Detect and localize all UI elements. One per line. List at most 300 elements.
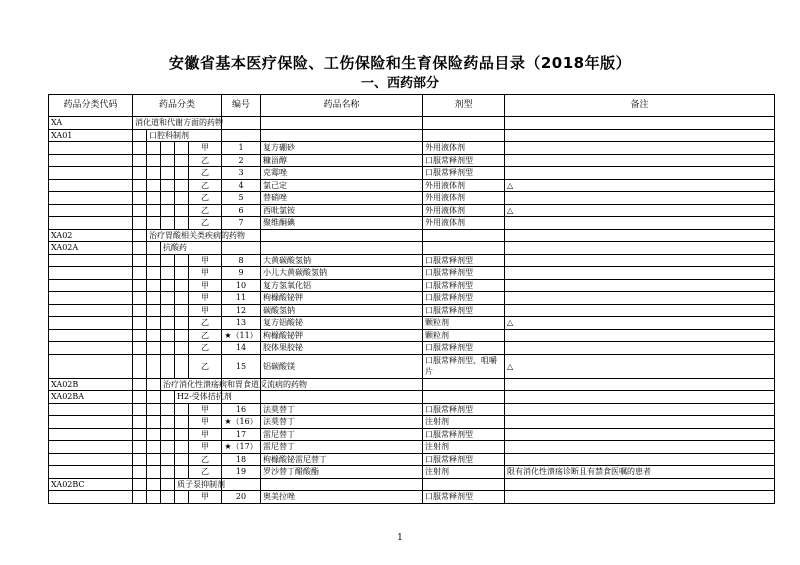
cell-indent: [133, 167, 147, 180]
cell-drug-name: [261, 117, 423, 130]
cell-indent: [147, 292, 161, 305]
cell-grade: 乙: [189, 317, 222, 330]
table-row: [49, 391, 775, 404]
table-row: [49, 354, 775, 378]
cell-remarks: [505, 403, 775, 416]
cell-drug-name: 罗沙替丁醋酸酯: [261, 466, 423, 479]
cell-indent: [175, 154, 189, 167]
cell-drug-name: 复方硼砂: [261, 142, 423, 155]
cell-drug-name: 枸橼酸铋雷尼替丁: [261, 453, 423, 466]
cell-indent: [161, 453, 175, 466]
cell-grade: 甲: [189, 428, 222, 441]
cell-drug-name: 氯己定: [261, 179, 423, 192]
table-row: [49, 267, 775, 280]
cell-drug-name: [261, 391, 423, 404]
cell-grade: 乙: [189, 204, 222, 217]
cell-indent: [133, 317, 147, 330]
cell-drug-name: [261, 478, 423, 491]
cell-remarks: △: [505, 317, 775, 330]
table-row: [49, 167, 775, 180]
cell-category: 质子泵抑制剂: [175, 478, 222, 491]
cell-remarks: [505, 267, 775, 280]
cell-indent: [147, 453, 161, 466]
cell-drug-name: 枸橼酸铋钾: [261, 292, 423, 305]
cell-number: ★（17）: [222, 441, 261, 454]
cell-code: [49, 416, 133, 429]
cell-drug-name: 大黄碳酸氢钠: [261, 254, 423, 267]
table-row: [49, 192, 775, 205]
cell-indent: [175, 441, 189, 454]
cell-indent: [133, 129, 147, 142]
cell-drug-name: [261, 129, 423, 142]
cell-drug-name: 克霉唑: [261, 167, 423, 180]
cell-code: [49, 466, 133, 479]
cell-grade: 甲: [189, 142, 222, 155]
cell-indent: [161, 342, 175, 355]
table-row: [49, 403, 775, 416]
cell-indent: [161, 491, 175, 504]
cell-dosage-form: 口服常释剂型: [423, 428, 505, 441]
cell-indent: [175, 267, 189, 280]
cell-indent: [133, 416, 147, 429]
cell-dosage-form: 外用液体剂: [423, 192, 505, 205]
cell-remarks: [505, 453, 775, 466]
table-row: [49, 279, 775, 292]
cell-category: H2-受体拮抗剂: [175, 391, 222, 404]
cell-indent: [147, 416, 161, 429]
cell-number: 19: [222, 466, 261, 479]
cell-category: 消化道和代谢方面的药物: [133, 117, 222, 130]
cell-number: [222, 117, 261, 130]
cell-indent: [161, 292, 175, 305]
cell-dosage-form: [423, 378, 505, 391]
cell-indent: [147, 142, 161, 155]
cell-dosage-form: 口服常释剂型: [423, 254, 505, 267]
cell-indent: [133, 304, 147, 317]
cell-indent: [161, 267, 175, 280]
cell-code: [49, 304, 133, 317]
cell-indent: [147, 279, 161, 292]
cell-category: 治疗消化性溃疡病和胃食道反流病的药物: [161, 378, 222, 391]
cell-indent: [147, 179, 161, 192]
cell-indent: [175, 329, 189, 342]
cell-dosage-form: 口服常释剂型: [423, 292, 505, 305]
table-row: [49, 416, 775, 429]
cell-remarks: [505, 217, 775, 230]
table-row: [49, 304, 775, 317]
cell-drug-name: 铝碳酸镁: [261, 354, 423, 378]
cell-grade: 乙: [189, 217, 222, 230]
cell-remarks: [505, 378, 775, 391]
cell-number: 8: [222, 254, 261, 267]
cell-remarks: [505, 192, 775, 205]
cell-indent: [133, 329, 147, 342]
cell-indent: [161, 428, 175, 441]
cell-indent: [133, 179, 147, 192]
cell-number: 1: [222, 142, 261, 155]
cell-dosage-form: [423, 391, 505, 404]
cell-number: 16: [222, 403, 261, 416]
cell-indent: [161, 204, 175, 217]
table-row: [49, 117, 775, 130]
cell-drug-name: 小儿大黄碳酸氢钠: [261, 267, 423, 280]
cell-remarks: [505, 416, 775, 429]
cell-dosage-form: [423, 229, 505, 242]
cell-dosage-form: 口服常释剂型、咀嚼片: [423, 354, 505, 378]
cell-remarks: [505, 167, 775, 180]
cell-grade: 甲: [189, 267, 222, 280]
cell-remarks: [505, 154, 775, 167]
cell-indent: [161, 416, 175, 429]
table-row: [49, 292, 775, 305]
cell-drug-name: 聚维酮碘: [261, 217, 423, 230]
cell-indent: [133, 378, 147, 391]
cell-code: XA02A: [49, 242, 133, 255]
cell-indent: [175, 416, 189, 429]
cell-code: [49, 142, 133, 155]
cell-indent: [133, 242, 147, 255]
table-row: [49, 329, 775, 342]
cell-dosage-form: 颗粒剂: [423, 317, 505, 330]
cell-remarks: △: [505, 179, 775, 192]
cell-number: 18: [222, 453, 261, 466]
cell-indent: [161, 254, 175, 267]
cell-drug-name: [261, 242, 423, 255]
cell-category: 治疗胃酸相关类疾病的药物: [147, 229, 222, 242]
cell-grade: 甲: [189, 292, 222, 305]
table-row: [49, 129, 775, 142]
table-row: [49, 229, 775, 242]
cell-indent: [147, 491, 161, 504]
cell-indent: [133, 279, 147, 292]
cell-drug-name: [261, 229, 423, 242]
header-drug-name: 药品名称: [261, 95, 423, 117]
cell-indent: [133, 254, 147, 267]
cell-remarks: △: [505, 204, 775, 217]
cell-indent: [175, 279, 189, 292]
cell-number: 17: [222, 428, 261, 441]
cell-number: 2: [222, 154, 261, 167]
cell-number: 11: [222, 292, 261, 305]
cell-number: 6: [222, 204, 261, 217]
cell-dosage-form: [423, 478, 505, 491]
cell-code: [49, 441, 133, 454]
cell-remarks: [505, 242, 775, 255]
cell-code: [49, 317, 133, 330]
cell-number: 3: [222, 167, 261, 180]
cell-number: 13: [222, 317, 261, 330]
cell-remarks: [505, 342, 775, 355]
table-row: [49, 491, 775, 504]
cell-code: [49, 217, 133, 230]
cell-indent: [161, 329, 175, 342]
cell-indent: [175, 217, 189, 230]
cell-indent: [133, 192, 147, 205]
cell-indent: [175, 179, 189, 192]
cell-number: 15: [222, 354, 261, 378]
cell-indent: [161, 304, 175, 317]
cell-indent: [133, 342, 147, 355]
cell-grade: 甲: [189, 403, 222, 416]
cell-indent: [133, 391, 147, 404]
cell-grade: 甲: [189, 279, 222, 292]
document-title: 安徽省基本医疗保险、工伤保险和生育保险药品目录（2018年版）: [168, 54, 632, 72]
cell-indent: [147, 354, 161, 378]
cell-indent: [147, 304, 161, 317]
cell-grade: 甲: [189, 304, 222, 317]
cell-indent: [133, 217, 147, 230]
cell-indent: [133, 466, 147, 479]
table-row: [49, 254, 775, 267]
cell-grade: 乙: [189, 179, 222, 192]
cell-indent: [147, 192, 161, 205]
table-row: [49, 441, 775, 454]
cell-code: [49, 279, 133, 292]
cell-dosage-form: 口服常释剂型: [423, 453, 505, 466]
cell-indent: [147, 403, 161, 416]
cell-grade: 甲: [189, 441, 222, 454]
table-row: [49, 154, 775, 167]
table-row: [49, 342, 775, 355]
cell-drug-name: 碳酸氢钠: [261, 304, 423, 317]
cell-code: [49, 292, 133, 305]
cell-grade: 乙: [189, 466, 222, 479]
cell-remarks: [505, 129, 775, 142]
cell-dosage-form: 外用液体剂: [423, 179, 505, 192]
cell-indent: [161, 179, 175, 192]
cell-remarks: [505, 428, 775, 441]
cell-code: [49, 192, 133, 205]
cell-dosage-form: 口服常释剂型: [423, 304, 505, 317]
cell-grade: 乙: [189, 154, 222, 167]
cell-grade: 乙: [189, 192, 222, 205]
cell-number: ★（16）: [222, 416, 261, 429]
table-row: [49, 378, 775, 391]
cell-code: [49, 342, 133, 355]
cell-remarks: △: [505, 354, 775, 378]
table-row: [49, 317, 775, 330]
cell-number: [222, 478, 261, 491]
cell-code: [49, 167, 133, 180]
cell-grade: 甲: [189, 416, 222, 429]
cell-drug-name: 枸橼酸铋钾: [261, 329, 423, 342]
cell-indent: [161, 142, 175, 155]
cell-dosage-form: 口服常释剂型: [423, 491, 505, 504]
cell-number: 4: [222, 179, 261, 192]
cell-code: [49, 179, 133, 192]
cell-number: 7: [222, 217, 261, 230]
table-row: [49, 217, 775, 230]
table-row: [49, 466, 775, 479]
cell-code: [49, 428, 133, 441]
cell-indent: [161, 167, 175, 180]
cell-remarks: [505, 229, 775, 242]
cell-drug-name: 法莫替丁: [261, 416, 423, 429]
cell-drug-name: 胶体果胶铋: [261, 342, 423, 355]
cell-indent: [147, 391, 161, 404]
header-dosage-form: 剂型: [423, 95, 505, 117]
cell-indent: [147, 466, 161, 479]
header-number: 编号: [222, 95, 261, 117]
cell-code: [49, 403, 133, 416]
cell-indent: [175, 342, 189, 355]
table-row: [49, 428, 775, 441]
cell-drug-name: 雷尼替丁: [261, 428, 423, 441]
cell-dosage-form: 注射剂: [423, 416, 505, 429]
cell-dosage-form: 口服常释剂型: [423, 342, 505, 355]
table-row: [49, 142, 775, 155]
cell-remarks: [505, 478, 775, 491]
cell-indent: [175, 292, 189, 305]
cell-dosage-form: 口服常释剂型: [423, 279, 505, 292]
cell-dosage-form: 注射剂: [423, 466, 505, 479]
cell-remarks: [505, 304, 775, 317]
cell-dosage-form: 外用液体剂: [423, 204, 505, 217]
cell-indent: [147, 478, 161, 491]
cell-dosage-form: 口服常释剂型: [423, 267, 505, 280]
cell-grade: 乙: [189, 354, 222, 378]
cell-code: XA02BA: [49, 391, 133, 404]
drug-catalog-table: [48, 94, 775, 504]
cell-indent: [161, 217, 175, 230]
cell-indent: [161, 317, 175, 330]
cell-drug-name: 糠甾醇: [261, 154, 423, 167]
cell-indent: [147, 154, 161, 167]
cell-drug-name: 雷尼替丁: [261, 441, 423, 454]
table-row: [49, 478, 775, 491]
document-subtitle: 一、西药部分: [360, 76, 439, 91]
cell-drug-name: 西吡氯铵: [261, 204, 423, 217]
cell-indent: [147, 217, 161, 230]
cell-number: 14: [222, 342, 261, 355]
cell-dosage-form: [423, 129, 505, 142]
cell-indent: [175, 403, 189, 416]
cell-dosage-form: [423, 117, 505, 130]
cell-indent: [147, 342, 161, 355]
cell-indent: [175, 453, 189, 466]
cell-dosage-form: 口服常释剂型: [423, 403, 505, 416]
cell-number: 9: [222, 267, 261, 280]
cell-indent: [133, 204, 147, 217]
cell-indent: [147, 428, 161, 441]
cell-indent: [175, 491, 189, 504]
cell-grade: 乙: [189, 167, 222, 180]
cell-code: [49, 267, 133, 280]
header-code: 药品分类代码: [49, 95, 133, 117]
cell-dosage-form: 口服常释剂型: [423, 167, 505, 180]
table-header-row: [49, 95, 775, 117]
cell-indent: [161, 391, 175, 404]
cell-remarks: [505, 254, 775, 267]
cell-code: [49, 254, 133, 267]
header-remarks: 备注: [505, 95, 775, 117]
cell-code: XA02B: [49, 378, 133, 391]
cell-dosage-form: 口服常释剂型: [423, 154, 505, 167]
cell-code: XA02: [49, 229, 133, 242]
cell-code: XA: [49, 117, 133, 130]
cell-drug-name: 奥美拉唑: [261, 491, 423, 504]
cell-grade: 乙: [189, 453, 222, 466]
cell-grade: 乙: [189, 342, 222, 355]
table-row: [49, 453, 775, 466]
cell-dosage-form: 注射剂: [423, 441, 505, 454]
cell-indent: [133, 491, 147, 504]
cell-code: [49, 491, 133, 504]
cell-code: [49, 354, 133, 378]
cell-indent: [133, 267, 147, 280]
cell-indent: [133, 453, 147, 466]
cell-code: XA01: [49, 129, 133, 142]
cell-indent: [175, 466, 189, 479]
cell-indent: [175, 192, 189, 205]
cell-code: [49, 453, 133, 466]
cell-indent: [147, 317, 161, 330]
cell-indent: [147, 167, 161, 180]
cell-indent: [147, 378, 161, 391]
cell-grade: 乙: [189, 329, 222, 342]
cell-indent: [147, 254, 161, 267]
cell-category: 抗酸药: [161, 242, 222, 255]
cell-remarks: [505, 391, 775, 404]
table-row: [49, 204, 775, 217]
cell-indent: [161, 354, 175, 378]
cell-remarks: [505, 117, 775, 130]
cell-code: XA02BC: [49, 478, 133, 491]
cell-indent: [161, 441, 175, 454]
cell-dosage-form: [423, 242, 505, 255]
cell-indent: [133, 142, 147, 155]
cell-indent: [175, 204, 189, 217]
cell-indent: [133, 292, 147, 305]
table-body: [49, 117, 775, 504]
cell-remarks: 限有消化性溃疡诊断且有禁食医嘱的患者: [505, 466, 775, 479]
cell-number: [222, 129, 261, 142]
cell-indent: [133, 354, 147, 378]
cell-indent: [175, 428, 189, 441]
cell-dosage-form: 颗粒剂: [423, 329, 505, 342]
cell-indent: [133, 478, 147, 491]
cell-code: [49, 154, 133, 167]
cell-remarks: [505, 279, 775, 292]
cell-dosage-form: 外用液体剂: [423, 217, 505, 230]
header-category: 药品分类: [133, 95, 222, 117]
cell-indent: [161, 403, 175, 416]
cell-number: [222, 242, 261, 255]
cell-remarks: [505, 329, 775, 342]
cell-number: 5: [222, 192, 261, 205]
cell-indent: [147, 204, 161, 217]
cell-number: 20: [222, 491, 261, 504]
cell-drug-name: 替硝唑: [261, 192, 423, 205]
cell-indent: [161, 478, 175, 491]
table-row: [49, 179, 775, 192]
cell-indent: [133, 403, 147, 416]
cell-indent: [161, 466, 175, 479]
cell-indent: [175, 354, 189, 378]
cell-indent: [147, 242, 161, 255]
cell-number: 12: [222, 304, 261, 317]
table-row: [49, 242, 775, 255]
cell-remarks: [505, 441, 775, 454]
cell-drug-name: 法莫替丁: [261, 403, 423, 416]
cell-indent: [175, 304, 189, 317]
cell-indent: [175, 167, 189, 180]
cell-indent: [147, 267, 161, 280]
cell-indent: [161, 192, 175, 205]
cell-remarks: [505, 292, 775, 305]
cell-dosage-form: 外用液体剂: [423, 142, 505, 155]
cell-indent: [175, 254, 189, 267]
